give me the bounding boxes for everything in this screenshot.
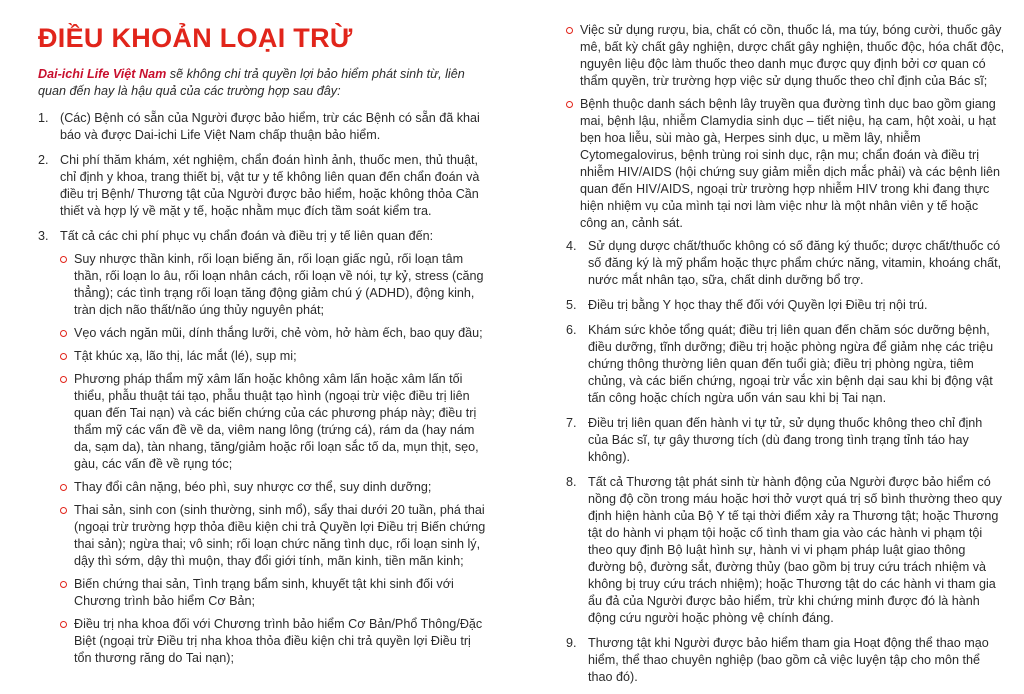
sub-item: [60, 502, 488, 570]
item-number: 3.: [38, 229, 49, 243]
item-text: Tất cả các chi phí phục vụ chẩn đoán và điều trị y tế liên quan đến:: [60, 229, 434, 243]
sub-item-text: Biến chứng thai sản, Tình trạng bẩm sinh, khuyết tật khi sinh đối với Chương trình bảo hiểm Cơ Bản;: [74, 577, 454, 608]
sub-item: [60, 371, 488, 473]
sub-item: [60, 325, 488, 342]
bullet-icon: [566, 27, 573, 34]
bullet-icon: [60, 621, 67, 628]
item-number: 6.: [566, 323, 577, 337]
sub-item-text: Vẹo vách ngăn mũi, dính thắng lưỡi, chẻ vòm, hở hàm ếch, bao quy đầu;: [74, 326, 483, 340]
exclusion-item-1: [38, 110, 488, 144]
item-text: Tất cả Thương tật phát sinh từ hành động của Người được bảo hiểm có nồng độ cồn trong máu hoặc hơi thở vượt quá trị số bình thường theo quy định hiện hành của Bộ Y tế tại thời điểm xảy ra Thương tật; hoặc Thương tật do hành vi phạm tội hoặc cố tình tham gia vào các hành vi phạm tội theo quy định Bộ luật hình sự, hành vi vi phạm pháp luật giao thông đường bộ, đường sắt, đường thủy (bao gồm bị truy cứu trách nhiệm và không bị truy cứu trách nhiệm); hoặc Thương tật do các hành vi tham gia ẩu đả của Người được bảo hiểm, trừ khi chứng minh được đó là hành động cứu người hoặc phòng vệ chính đáng.: [588, 475, 1002, 625]
intro-paragraph: [38, 66, 488, 100]
sub-item-text: Điều trị nha khoa đối với Chương trình bảo hiểm Cơ Bản/Phổ Thông/Đặc Biệt (ngoại trừ Điều trị nha khoa thỏa điều kiện chi trả quyền lợi Điều trị tổn thương răng do Tai nạn);: [74, 617, 483, 665]
bullet-icon: [60, 581, 67, 588]
item-text: Điều trị bằng Y học thay thế đối với Quyền lợi Điều trị nội trú.: [588, 298, 928, 312]
exclusion-item-5: [566, 297, 1006, 314]
bullet-icon: [60, 376, 67, 383]
brand-name: Dai-ichi Life Việt Nam: [38, 67, 167, 81]
item-3-sublist-continued: [566, 22, 1006, 232]
item-number: 1.: [38, 111, 49, 125]
exclusion-item-2: [38, 152, 488, 220]
left-column: [38, 22, 488, 675]
sub-item: [566, 96, 1006, 232]
item-number: 4.: [566, 239, 577, 253]
item-text: Sử dụng dược chất/thuốc không có số đăng ký thuốc; dược chất/thuốc có số đăng ký là mỹ phẩm hoặc thực phẩm chức năng, vitamin, khoáng chất, nước mắt nhân tạo, sữa, chất dinh dưỡng bổ trợ.: [588, 239, 1002, 287]
intro-text: sẽ không chi trả quyền lợi bảo hiểm phát sinh từ, liên quan đến hay là hậu quả của các trường hợp sau đây:: [38, 67, 465, 98]
sub-item: [60, 251, 488, 319]
item-text: Khám sức khỏe tổng quát; điều trị liên quan đến chăm sóc dưỡng bệnh, điều dưỡng, tĩnh dưỡng; điều trị hoặc phòng ngừa để giảm nhẹ các triệu chứng thông thường liên quan đến tuổi già; điều trị phòng ngừa, tiêm chủng, và các biến chứng, ngoại trừ vắc xin bệnh dại sau khi bị động vật tấn công hoặc chích ngừa uốn ván sau khi bị Tai nạn.: [588, 323, 994, 405]
item-text: (Các) Bệnh có sẵn của Người được bảo hiểm, trừ các Bệnh có sẵn đã khai báo và được Dai-ichi Life Việt Nam chấp thuận bảo hiểm.: [60, 111, 480, 142]
exclusion-item-8: [566, 474, 1006, 627]
right-column: [566, 22, 1006, 694]
item-number: 8.: [566, 475, 577, 489]
sub-item-text: Thai sản, sinh con (sinh thường, sinh mổ), sẩy thai dưới 20 tuần, phá thai (ngoại trừ trường hợp thỏa điều kiện chi trả Quyền lợi Điều trị Biến chứng thai sản); ngừa thai; vô sinh; rối loạn chức năng tình dục, rối loạn sinh lý, dậy thì sớm, dậy thì muộn, thay đổi giới tính, mãn kinh, tiền mãn kinh;: [74, 503, 486, 568]
bullet-icon: [566, 101, 573, 108]
exclusion-item-4: [566, 238, 1006, 289]
bullet-icon: [60, 353, 67, 360]
sub-item: [60, 479, 488, 496]
sub-item-text: Thay đổi cân nặng, béo phì, suy nhược cơ thể, suy dinh dưỡng;: [74, 480, 432, 494]
sub-item-text: Việc sử dụng rượu, bia, chất có cồn, thuốc lá, ma túy, bóng cười, thuốc gây mê, bất kỳ chất gây nghiện, dược chất gây nghiện, thuốc độc, hóa chất độc, nguyên liệu độc làm thuốc theo danh mục được quy định bởi cơ quan có thẩm quyền, trừ trường hợp việc sử dụng thuốc theo chỉ định của Bác sĩ;: [580, 23, 1005, 88]
sub-item-text: Phương pháp thẩm mỹ xâm lấn hoặc không xâm lấn hoặc xâm lấn tối thiểu, phẫu thuật tái tạo, phẫu thuật tạo hình (ngoại trừ việc điều trị liên quan đến Tai nạn) và các biến chứng của các phương pháp này; điều trị thẩm mỹ các vấn đề về da, viêm nang lông (trứng cá), rám da (hay nám da, sạm da), tàn nhang, tăng/giảm hoặc rối loạn sắc tố da, mụn thịt, sẹo, gàu, các vấn đề về rụng tóc;: [74, 372, 479, 471]
item-text: Thương tật khi Người được bảo hiểm tham gia Hoạt động thể thao mạo hiểm, thể thao chuyên nghiệp (bao gồm cả việc luyện tập cho môn thể thao đó).: [588, 636, 989, 684]
exclusion-list-right: [566, 238, 1006, 686]
bullet-icon: [60, 256, 67, 263]
sub-item-text: Tật khúc xạ, lão thị, lác mắt (lé), sụp mi;: [74, 349, 297, 363]
sub-item-text: Suy nhược thần kinh, rối loạn biếng ăn, rối loạn giấc ngủ, rối loạn tâm thần, rối loạn lo âu, rối loạn nhân cách, rối loạn về nói, tự kỷ, stress (căng thẳng); các tình trạng rối loạn tăng động giảm chú ý (ADHD), động kinh, tràn dịch não thất/não úng thủy nguyên phát;: [74, 252, 484, 317]
sub-item: [60, 576, 488, 610]
item-text: Chi phí thăm khám, xét nghiệm, chẩn đoán hình ảnh, thuốc men, thủ thuật, chỉ định y khoa, trang thiết bị, vật tư y tế không liên quan đến chẩn đoán và điều trị Bệnh/ Thương tật của Người được bảo hiểm, hoặc không thỏa Cần thiết và hợp lý về mặt y tế, hoặc nhằm mục đích tầm soát kiểm tra.: [60, 153, 480, 218]
item-number: 7.: [566, 416, 577, 430]
bullet-icon: [60, 330, 67, 337]
exclusion-list-left: [38, 110, 488, 667]
exclusion-item-7: [566, 415, 1006, 466]
item-text: Điều trị liên quan đến hành vi tự tử, sử dụng thuốc không theo chỉ định của Bác sĩ, tự gây thương tích (dù đang trong tình trạng tỉnh táo hay không).: [588, 416, 983, 464]
exclusion-item-3: [38, 228, 488, 667]
sub-item-text: Bệnh thuộc danh sách bệnh lây truyền qua đường tình dục bao gồm giang mai, bệnh lậu, nhiễm Clamydia sinh dục – tiết niệu, hạ cam, hột xoài, u hạt bẹn hoa liễu, sùi mào gà, Herpes sinh dục, u mềm lây, nhiễm Cytomegalovirus, bệnh trùng roi sinh dục, rận mu; chẩn đoán và điều trị nhiễm HIV/AIDS (hội chứng suy giảm miễn dịch mắc phải) và các bệnh liên quan đến HIV/AIDS, ngoại trừ trường hợp nhiễm HIV trong khi đang thực hiện nhiệm vụ của mình tại nơi làm việc như là một nhân viên y tế hoặc công an, cảnh sát.: [580, 97, 1001, 230]
item-3-sublist: [60, 251, 488, 667]
sub-item: [566, 22, 1006, 90]
item-number: 2.: [38, 153, 49, 167]
bullet-icon: [60, 484, 67, 491]
exclusion-item-6: [566, 322, 1006, 407]
item-number: 5.: [566, 298, 577, 312]
item-number: 9.: [566, 636, 577, 650]
page-title: ĐIỀU KHOẢN LOẠI TRỪ: [38, 23, 353, 53]
bullet-icon: [60, 507, 67, 514]
sub-item: [60, 616, 488, 667]
exclusion-item-9: [566, 635, 1006, 686]
sub-item: [60, 348, 488, 365]
